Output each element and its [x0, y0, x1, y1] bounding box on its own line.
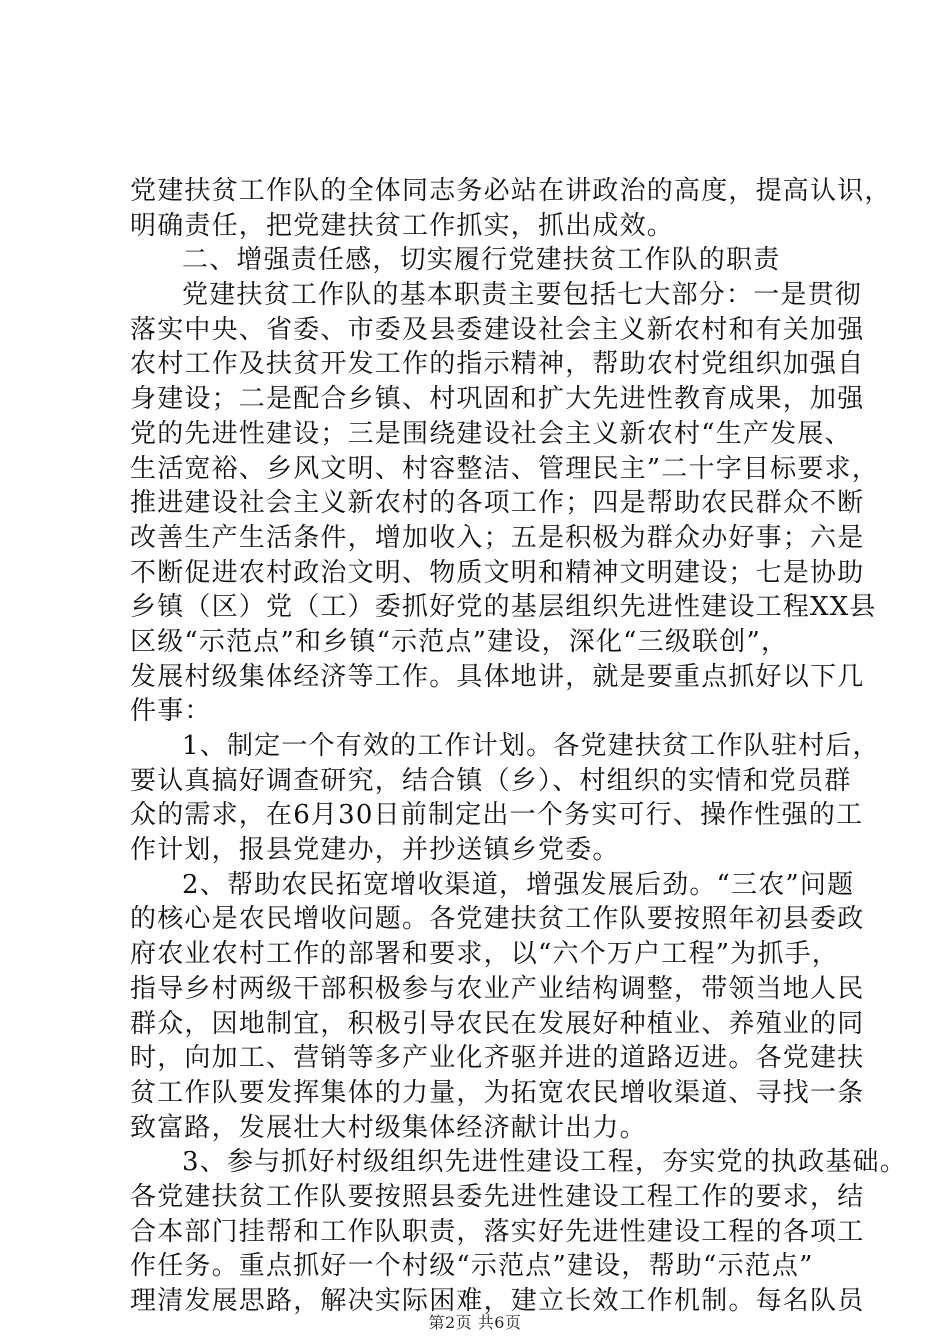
text-line: 各党建扶贫工作队要按照县委先进性建设工程工作的要求，结: [130, 1181, 865, 1212]
text-line: 理清发展思路，解决实际困难，建立长效工作机制。每名队员: [130, 1286, 865, 1316]
text-line: 群众，因地制宜，积极引导农民在发展好种植业、养殖业的同: [130, 1008, 865, 1039]
text-line: 作计划，报县党建办，并抄送镇乡党委。: [130, 835, 620, 866]
text-line: 作任务。重点抓好一个村级“示范点”建设，帮助“示范点”: [130, 1251, 814, 1282]
text-line: 众的需求，在6月30日前制定出一个务实可行、操作性强的工: [130, 800, 864, 831]
text-line: 的核心是农民增收问题。各党建扶贫工作队要按照年初县委政: [130, 904, 865, 935]
body-text: [130, 174, 907, 1319]
text-line: 发展村级集体经济等工作。具体地讲，就是要重点抓好以下几: [130, 661, 865, 692]
text-line: 党的先进性建设；三是围绕建设社会主义新农村“生产发展、: [130, 418, 852, 449]
text-line: 件事：: [130, 696, 212, 727]
text-line: 区级“示范点”和乡镇“示范点”建设，深化“三级联创”，: [130, 626, 789, 657]
text-line: 身建设；二是配合乡镇、村巩固和扩大先进性教育成果，加强: [130, 384, 865, 415]
text-line: 时，向加工、营销等多产业化齐驱并进的道路迈进。各党建扶: [130, 1043, 865, 1074]
text-line: 1、制定一个有效的工作计划。各党建扶贫工作队驻村后，: [182, 731, 880, 761]
text-line: 明确责任，把党建扶贫工作抓实，抓出成效。: [130, 210, 675, 241]
text-line: 改善生产生活条件，增加收入；五是积极为群众办好事；六是: [130, 522, 865, 553]
text-line: 党建扶贫工作队的基本职责主要包括七大部分：一是贯彻: [182, 280, 863, 311]
text-line: 要认真搞好调查研究，结合镇（乡）、村组织的实情和党员群: [130, 765, 852, 796]
text-line: 生活宽裕、乡风文明、村容整洁、管理民主”二十字目标要求，: [130, 453, 879, 484]
text-line: 府农业农村工作的部署和要求，以“六个万户工程”为抓手，: [130, 939, 839, 970]
text-line: 2、帮助农民拓宽增收渠道，增强发展后劲。“三农”问题: [182, 869, 855, 900]
text-line: 落实中央、省委、市委及县委建设社会主义新农村和有关加强: [130, 314, 865, 345]
text-line: 合本部门挂帮和工作队职责，落实好先进性建设工程的各项工: [130, 1216, 865, 1247]
text-line: 贫工作队要发挥集体的力量，为拓宽农民增收渠道、寻找一条: [130, 1077, 865, 1108]
text-line: 推进建设社会主义新农村的各项工作；四是帮助农民群众不断: [130, 488, 865, 519]
text-line: 乡镇（区）党（工）委抓好党的基层组织先进性建设工程XX县: [130, 592, 877, 623]
text-line: 农村工作及扶贫开发工作的指示精神，帮助农村党组织加强自: [130, 349, 865, 380]
text-line: 致富路，发展壮大村级集体经济献计出力。: [130, 1112, 647, 1143]
text-line: 指导乡村两级干部积极参与农业产业结构调整，带领当地人民: [130, 973, 865, 1004]
text-line: 3、参与抓好村级组织先进性建设工程，夯实党的执政基础。: [182, 1147, 907, 1178]
section-heading: 二、增强责任感，切实履行党建扶贫工作队的职责: [182, 245, 781, 276]
text-line: 不断促进农村政治文明、物质文明和精神文明建设；七是协助: [130, 557, 865, 588]
text-line: 党建扶贫工作队的全体同志务必站在讲政治的高度，提高认识，: [130, 176, 892, 206]
page-footer: 第2页 共6页: [428, 1313, 522, 1332]
